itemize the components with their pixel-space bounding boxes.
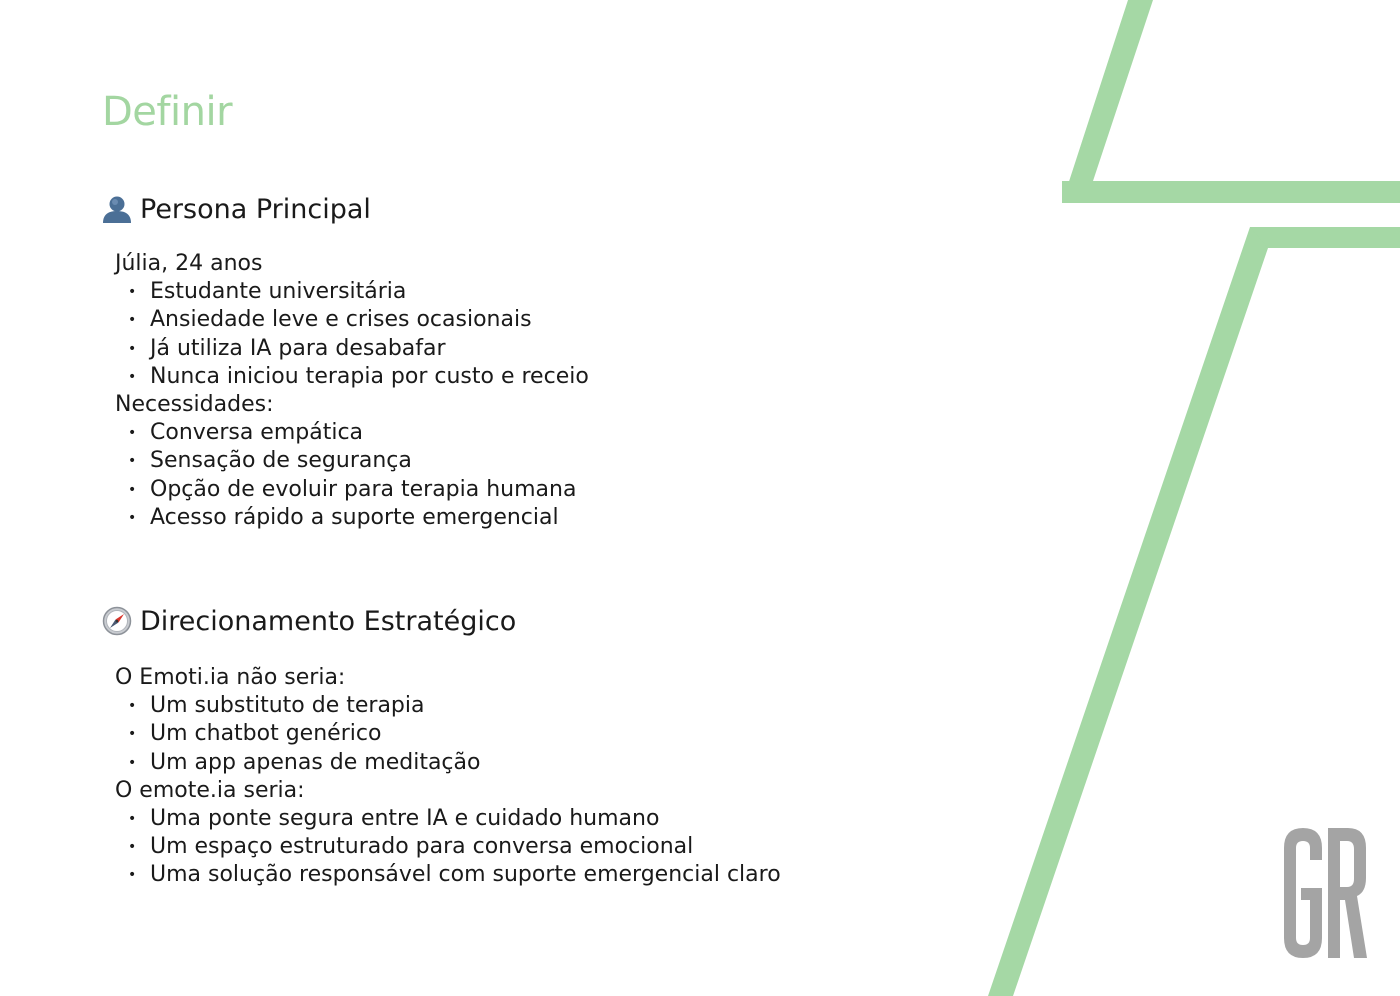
list-item-text: Acesso rápido a suporte emergencial xyxy=(150,504,559,530)
bullet-icon: • xyxy=(128,312,137,329)
bullet-icon: • xyxy=(128,284,137,301)
persona-intro: Júlia, 24 anos xyxy=(115,251,263,276)
list-item-text: Uma ponte segura entre IA e cuidado humano xyxy=(150,806,660,832)
gr-logo xyxy=(1281,826,1369,960)
bottom-stripe-horizontal xyxy=(1250,227,1400,248)
bullet-icon: • xyxy=(128,726,137,743)
persona-heading-label: Persona Principal xyxy=(140,194,371,225)
top-stripe-horizontal xyxy=(1062,181,1400,203)
list-item xyxy=(115,278,935,306)
bullet-icon: • xyxy=(128,481,137,498)
bullet-icon: • xyxy=(128,368,137,385)
top-stripe-diagonal xyxy=(1062,0,1153,203)
list-item-text: Sensação de segurança xyxy=(150,448,412,474)
bullet-icon: • xyxy=(128,811,137,828)
list-item xyxy=(115,419,935,447)
list-item-text: Já utiliza IA para desabafar xyxy=(150,335,446,361)
strategy-heading xyxy=(102,602,516,642)
list-item xyxy=(115,335,935,363)
bullet-icon: • xyxy=(128,698,137,715)
bullet-icon: • xyxy=(128,340,137,357)
bullet-icon: • xyxy=(128,839,137,856)
person-silhouette-icon xyxy=(102,194,134,226)
list-item-text: Um chatbot genérico xyxy=(150,721,382,747)
bottom-stripe-diagonal xyxy=(988,227,1268,996)
logo-letter-r xyxy=(1328,828,1367,958)
list-item xyxy=(115,447,935,475)
list-item xyxy=(115,306,935,334)
needs-label: Necessidades: xyxy=(115,392,274,418)
not-label: O Emoti.ia não seria: xyxy=(115,665,346,690)
list-item xyxy=(115,504,935,532)
persona-traits-list xyxy=(115,278,935,391)
list-item-text: Nunca iniciou terapia por custo e receio xyxy=(150,363,589,389)
list-item xyxy=(115,476,935,504)
list-item xyxy=(115,692,935,720)
list-item-text: Um substituto de terapia xyxy=(150,693,425,719)
persona-needs-list xyxy=(115,419,935,532)
logo-letter-g xyxy=(1284,828,1322,958)
list-item xyxy=(115,363,935,391)
list-item-text: Estudante universitária xyxy=(150,279,407,305)
persona-heading xyxy=(102,190,371,230)
persona-details xyxy=(115,250,935,532)
page-title: Definir xyxy=(102,89,233,135)
bullet-icon: • xyxy=(128,509,137,526)
strategy-heading-label: Direcionamento Estratégico xyxy=(140,606,517,637)
bullet-icon: • xyxy=(128,867,137,884)
list-item-text: Um app apenas de meditação xyxy=(150,749,481,775)
is-items-list xyxy=(115,805,935,890)
list-item-text: Um espaço estruturado para conversa emocional xyxy=(150,834,694,860)
list-item xyxy=(115,720,935,748)
is-label: O emote.ia seria: xyxy=(115,777,305,803)
list-item xyxy=(115,749,935,777)
list-item xyxy=(115,805,935,833)
bullet-icon: • xyxy=(128,754,137,771)
list-item-text: Opção de evoluir para terapia humana xyxy=(150,476,577,502)
bullet-icon: • xyxy=(128,425,137,442)
list-item-text: Uma solução responsável com suporte emergencial claro xyxy=(150,862,781,888)
bullet-icon: • xyxy=(128,453,137,470)
list-item xyxy=(115,861,935,889)
list-item-text: Conversa empática xyxy=(150,420,364,446)
strategy-details xyxy=(115,664,935,890)
not-items-list xyxy=(115,692,935,777)
list-item xyxy=(115,833,935,861)
list-item-text: Ansiedade leve e crises ocasionais xyxy=(150,307,532,333)
compass-icon xyxy=(102,606,134,638)
